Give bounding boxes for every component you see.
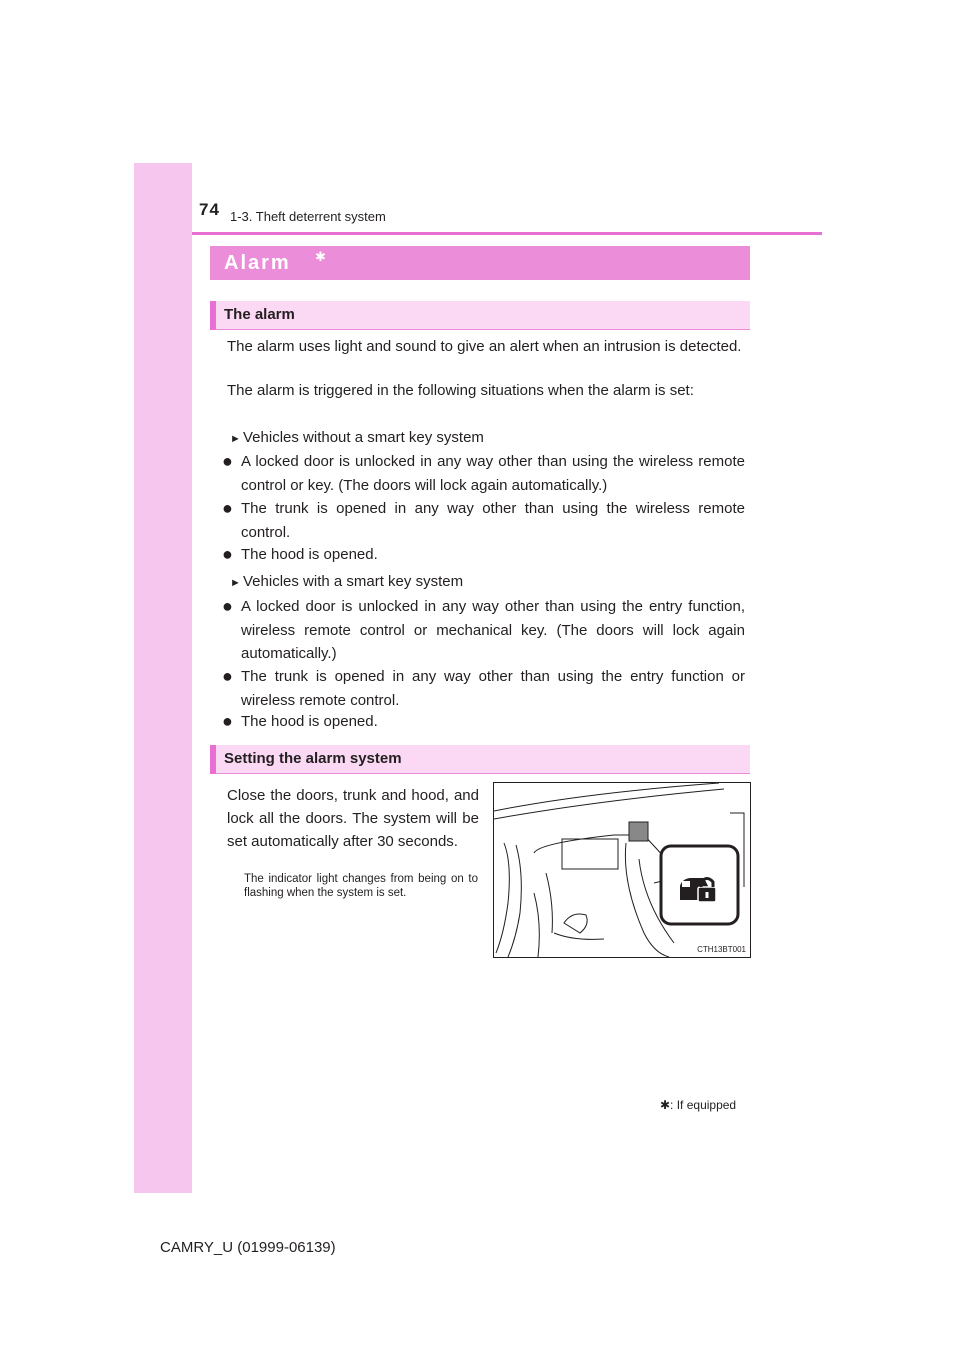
section-title: 1-3. Theft deterrent system xyxy=(230,209,386,224)
indicator-light-location xyxy=(629,822,648,841)
page-number: 74 xyxy=(199,200,220,219)
bullet-icon: ● xyxy=(222,711,233,731)
bullet-icon: ● xyxy=(222,498,233,518)
condition-label: Vehicles without a smart key system xyxy=(243,429,484,446)
footnote: ✱: If equipped xyxy=(660,1098,737,1112)
list-item: ● A locked door is unlocked in any way other than using the entry function, wireless remote control or mechanical key. (The doors will lock again automatically.) xyxy=(222,596,745,662)
setting-paragraph: Close the doors, trunk and hood, and lock all the doors. The system will be set automatically after 30 seconds. xyxy=(227,787,479,850)
chapter-title: Alarm xyxy=(224,252,291,274)
condition-heading xyxy=(230,427,484,450)
bullet-icon: ● xyxy=(222,451,233,471)
dashboard-illustration xyxy=(493,782,751,958)
subsection-heading-setting xyxy=(210,745,750,774)
heading-accent xyxy=(210,745,216,774)
security-lock-indicator-icon xyxy=(680,878,716,902)
bullet-icon: ● xyxy=(222,596,233,616)
dashboard-drawing xyxy=(494,783,750,957)
arrow-icon: ► xyxy=(230,433,241,445)
intro-paragraph: The alarm is triggered in the following situations when the alarm is set: xyxy=(227,382,694,399)
list-item: ● A locked door is unlocked in any way other than using the wireless remote control or key. (The doors will lock again automatically.) xyxy=(222,451,745,494)
subsection-heading-the-alarm xyxy=(210,301,750,330)
equipped-marker: ✱ xyxy=(315,249,326,264)
condition-heading xyxy=(230,571,463,594)
condition-label: Vehicles with a smart key system xyxy=(243,573,464,590)
bullet-icon: ● xyxy=(222,544,233,564)
setting-note: The indicator light changes from being on to flashing when the system is set. xyxy=(244,873,478,899)
subsection-title: The alarm xyxy=(224,306,295,323)
bullet-icon: ● xyxy=(222,666,233,686)
list-item: ● The trunk is opened in any way other than using the wireless remote control. xyxy=(222,498,745,541)
list-item: ● The hood is opened. xyxy=(222,543,745,567)
side-tab xyxy=(134,163,192,1193)
illustration-code: CTH13BT001 xyxy=(697,945,746,954)
header-divider xyxy=(192,232,822,235)
intro-paragraph: The alarm uses light and sound to give an alert when an intrusion is detected. xyxy=(227,338,742,355)
subsection-title: Setting the alarm system xyxy=(224,750,402,767)
chapter-heading xyxy=(210,246,750,280)
list-item: ● The trunk is opened in any way other than using the entry function or wireless remote control. xyxy=(222,666,745,709)
heading-accent xyxy=(210,301,216,330)
arrow-icon: ► xyxy=(230,577,241,589)
list-item: ● The hood is opened. xyxy=(222,710,745,734)
footer-model-code: CAMRY_U (01999-06139) xyxy=(160,1239,336,1256)
